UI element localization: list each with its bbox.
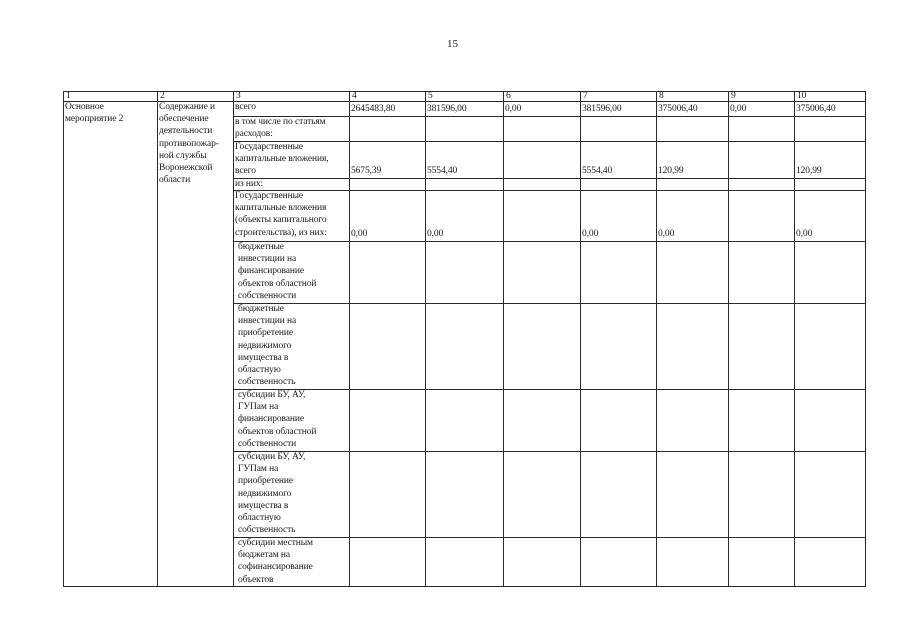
row-value: 0,00 (730, 104, 747, 114)
column-header-3: 3 (236, 91, 241, 101)
row-separator-9 (233, 451, 866, 452)
table-top-border (63, 91, 866, 92)
row-label-line: ГУПам на (238, 402, 279, 413)
row-separator-4 (233, 178, 866, 179)
row-label-line: недвижимого (238, 488, 292, 499)
column-header-4: 4 (352, 91, 357, 101)
column-header-10: 10 (797, 91, 807, 101)
row-value: 381596,00 (427, 104, 467, 114)
column-border-2 (157, 91, 158, 587)
column-border-3 (233, 91, 234, 587)
row-value: 0,00 (582, 229, 599, 239)
row-label-line: инвестиции на (238, 254, 297, 265)
row-value: 5554,40 (582, 166, 613, 176)
row-label-line: в том числе по статьям (235, 117, 326, 127)
column-border-8 (656, 91, 657, 587)
event-description-line: ной службы (159, 150, 207, 161)
column-header-6: 6 (506, 91, 511, 101)
column-border-11 (865, 91, 866, 587)
row-label-line: субсидии БУ, АУ, (238, 390, 306, 400)
row-value: 375006,40 (658, 104, 698, 114)
row-value: 120,99 (796, 166, 822, 176)
row-label-line: бюджетные (238, 242, 284, 252)
row-separator-6 (233, 241, 866, 242)
row-separator-8 (233, 389, 866, 390)
row-label-line: всего (235, 102, 256, 112)
row-separator-2 (233, 116, 866, 117)
row-label-line: объектов областной (238, 426, 317, 437)
row-label-line: инвестиции на (238, 316, 297, 327)
column-border-10 (794, 91, 795, 587)
row-label-line: капитальные вложения (235, 203, 327, 214)
column-header-2: 2 (160, 91, 165, 101)
event-description-line: Содержание и (159, 102, 216, 112)
row-label-line: Государственные (235, 191, 303, 201)
event-description-line: деятельности (159, 126, 213, 137)
row-label-line: приобретение (238, 476, 294, 487)
column-border-5 (425, 91, 426, 587)
row-label-line: Государственные (235, 142, 303, 152)
row-label-line: собственности (238, 290, 297, 301)
row-label-line: недвижимого (238, 340, 292, 351)
row-label-line: всего (235, 166, 256, 177)
row-label-line: финансирование (238, 266, 304, 277)
row-label-line: областную (238, 365, 281, 375)
row-label-line: имущества в (238, 500, 289, 511)
row-label-line: из них: (235, 179, 264, 189)
column-header-5: 5 (428, 91, 433, 101)
row-label-line: ГУПам на (238, 464, 279, 475)
row-value: 5554,40 (427, 166, 458, 176)
event-description-line: обеспечение (159, 114, 209, 125)
event-name-line: мероприятие 2 (65, 114, 124, 125)
row-value: 375006,40 (796, 104, 836, 114)
row-label-line: собственность (238, 377, 296, 388)
table-bottom-border (63, 586, 866, 587)
row-value: 2645483,80 (351, 104, 396, 114)
row-value: 120,99 (658, 166, 684, 176)
row-value: 0,00 (351, 229, 368, 239)
row-separator-3 (233, 141, 866, 142)
row-label-line: финансирование (238, 414, 304, 425)
event-name-line: Основное (65, 102, 104, 112)
row-separator-10 (233, 537, 866, 538)
row-value: 0,00 (796, 229, 813, 239)
column-border-7 (580, 91, 581, 587)
row-value: 0,00 (505, 104, 522, 114)
row-label-line: объектов (238, 574, 274, 585)
row-label-line: строительства), из них: (235, 227, 327, 238)
column-header-7: 7 (583, 91, 588, 101)
column-border-6 (503, 91, 504, 587)
row-label-line: расходов: (235, 129, 273, 140)
row-label-line: субсидии местным (238, 538, 313, 548)
column-border-4 (349, 91, 350, 587)
row-label-line: бюджетам на (238, 550, 291, 561)
page-number: 15 (447, 38, 458, 50)
row-label-line: субсидии БУ, АУ, (238, 452, 306, 462)
row-value: 0,00 (427, 229, 444, 239)
column-header-9: 9 (731, 91, 736, 101)
row-label-line: бюджетные (238, 304, 284, 314)
row-label-line: собственность (238, 525, 296, 536)
row-value: 5675,39 (351, 166, 382, 176)
row-separator-7 (233, 303, 866, 304)
row-label-line: приобретение (238, 328, 294, 339)
row-value: 0,00 (658, 229, 675, 239)
row-label-line: капитальные вложения, (235, 154, 329, 165)
event-description-line: области (159, 175, 191, 186)
row-separator-5 (233, 190, 866, 191)
row-label-line: софинансирование (238, 562, 313, 573)
row-label-line: (объекты капитального (235, 215, 327, 226)
column-border-9 (728, 91, 729, 587)
column-header-1: 1 (66, 91, 71, 101)
column-border-1 (63, 91, 64, 587)
row-value: 381596,00 (582, 104, 622, 114)
column-header-8: 8 (659, 91, 664, 101)
event-description-line: Воронежской (159, 163, 213, 173)
row-label-line: областную (238, 513, 281, 523)
row-label-line: объектов областной (238, 278, 317, 289)
row-label-line: имущества в (238, 352, 289, 363)
event-description-line: противопожар- (159, 138, 219, 149)
row-label-line: собственности (238, 438, 297, 449)
